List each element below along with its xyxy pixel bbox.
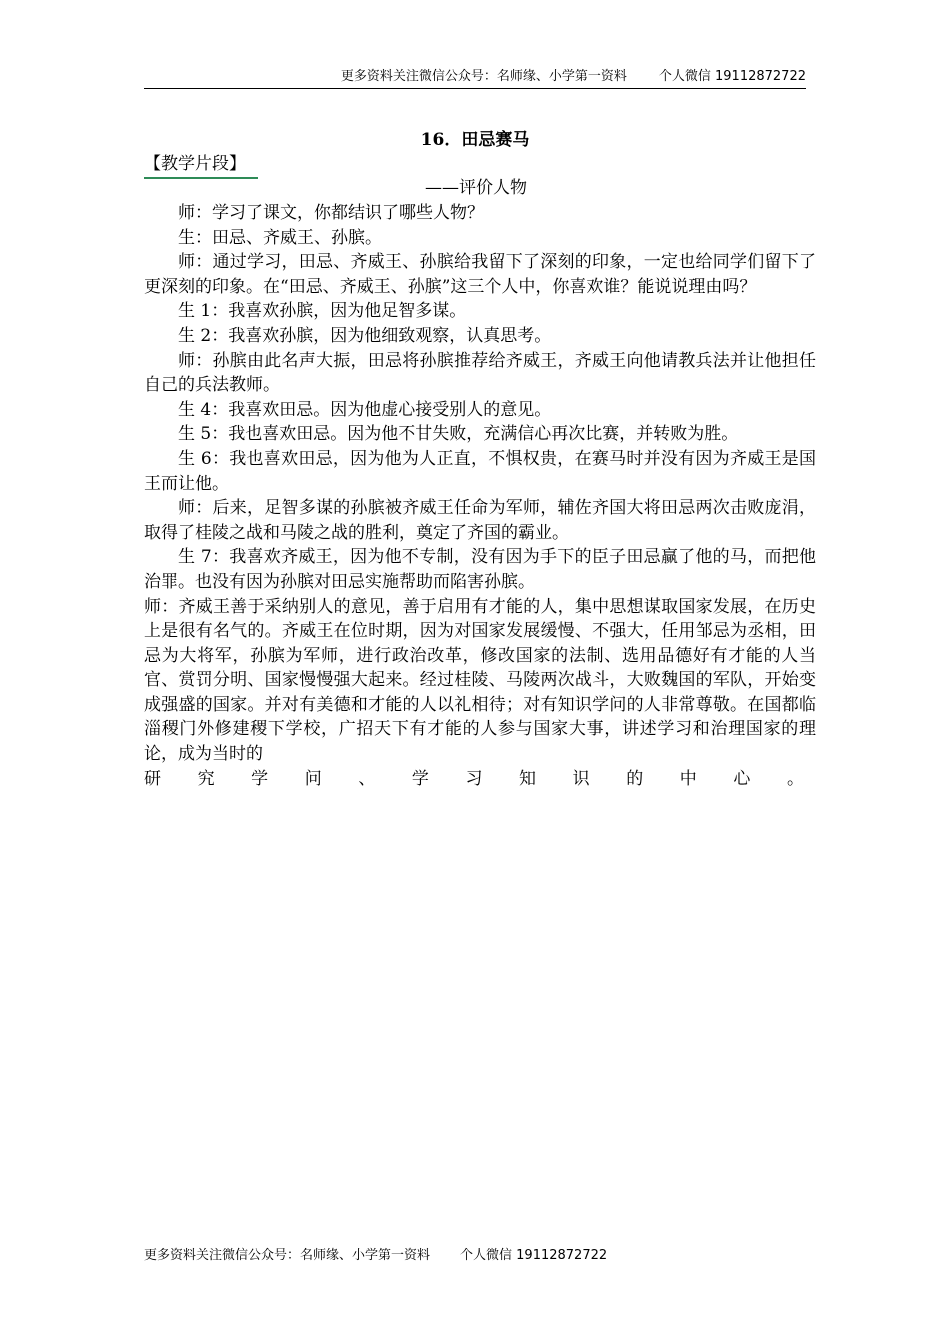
last-line-char: 识 — [572, 768, 590, 789]
section-heading: 【教学片段】 — [144, 152, 258, 179]
page-footer — [144, 1246, 607, 1266]
header-wechat-text: 个人微信 19112872722 — [658, 69, 806, 84]
last-line-char: 中 — [679, 768, 697, 789]
dialogue-paragraph: 生 4：我喜欢田忌。因为他虚心接受别人的意见。 — [178, 399, 552, 420]
page-header — [144, 66, 806, 89]
last-line-char: 学 — [251, 768, 269, 789]
dialogue-paragraph: 生 6：我也喜欢田忌，因为他为人正直，不惧权贵，在赛马时并没有因为齐威王是国王而让他。 — [144, 448, 816, 494]
header-source-text: 更多资料关注微信公众号：名师缘、小学第一资料 — [340, 69, 627, 84]
lesson-body — [144, 201, 816, 791]
footer-source-text: 更多资料关注微信公众号：名师缘、小学第一资料 — [144, 1248, 431, 1263]
last-line-char: 研 — [144, 768, 161, 789]
last-line-char: 问 — [304, 768, 322, 789]
last-line-char: 、 — [358, 768, 376, 789]
last-line-char: 究 — [197, 768, 215, 789]
dialogue-paragraph: 师：孙膑由此名声大振，田忌将孙膑推荐给齐威王，齐威王向他请教兵法并让他担任自己的兵法教师。 — [144, 350, 816, 396]
dialogue-paragraph: 生：田忌、齐威王、孙膑。 — [178, 227, 382, 248]
last-line-char: 知 — [519, 768, 537, 789]
dialogue-paragraph: 师：后来，足智多谋的孙膑被齐威王任命为军师，辅佐齐国大将田忌两次击败庞涓，取得了桂陵之战和马陵之战的胜利，奠定了齐国的霸业。 — [144, 498, 816, 543]
dialogue-paragraph: 生 1：我喜欢孙膑，因为他足智多谋。 — [178, 301, 467, 322]
section-subtitle: ——评价人物 — [425, 178, 527, 198]
dialogue-paragraph: 生 5：我也喜欢田忌。因为他不甘失败，充满信心再次比赛，并转败为胜。 — [178, 424, 739, 445]
dialogue-paragraph: 生 7：我喜欢齐威王，因为他不专制，没有因为手下的臣子田忌赢了他的马，而把他治罪。也没有因为孙膑对田忌实施帮助而陷害孙膑。 — [144, 547, 816, 592]
dialogue-paragraph: 师：通过学习，田忌、齐威王、孙膑给我留下了深刻的印象，一定也给同学们留下了更深刻的印象。在“田忌、齐威王、孙膑”这三个人中，你喜欢谁？能说说理由吗？ — [144, 252, 816, 297]
dialogue-paragraph: 生 2：我喜欢孙膑，因为他细致观察，认真思考。 — [178, 325, 552, 346]
last-line-char: 的 — [626, 768, 644, 789]
last-line-char: 习 — [465, 768, 483, 789]
summary-last-line — [144, 767, 804, 792]
dialogue-paragraph: 师：学习了课文，你都结识了哪些人物？ — [178, 203, 484, 223]
last-line-char: 心 — [733, 768, 751, 789]
teacher-summary-paragraph: 师：齐威王善于采纳别人的意见，善于启用有才能的人，集中思想谋取国家发展，在历史上是很有名气的。齐威王在位时期，因为对国家发展缓慢、不强大，任用邹忌为丞相，田忌为大将军，孙膑为军师，进行政治改革，修改国家的法制、选用品德好有才能的人当官、赏罚分明、国家慢慢强大起来。经过桂陵、马陵两次战斗，大败魏国的军队，开始变成强盛的国家。并对有美德和才能的人以礼相待；对有知识学问的人非常尊敬。在国都临淄稷门外修建稷下学校，广招天下有才能的人参与国家大事，讲述学习和治理国家的理论，成为当时的 — [144, 596, 816, 765]
last-line-char: 学 — [411, 768, 429, 789]
footer-wechat-text: 个人微信 19112872722 — [460, 1248, 608, 1263]
last-line-char: 。 — [786, 768, 804, 789]
lesson-title: 16．田忌赛马 — [420, 130, 530, 150]
